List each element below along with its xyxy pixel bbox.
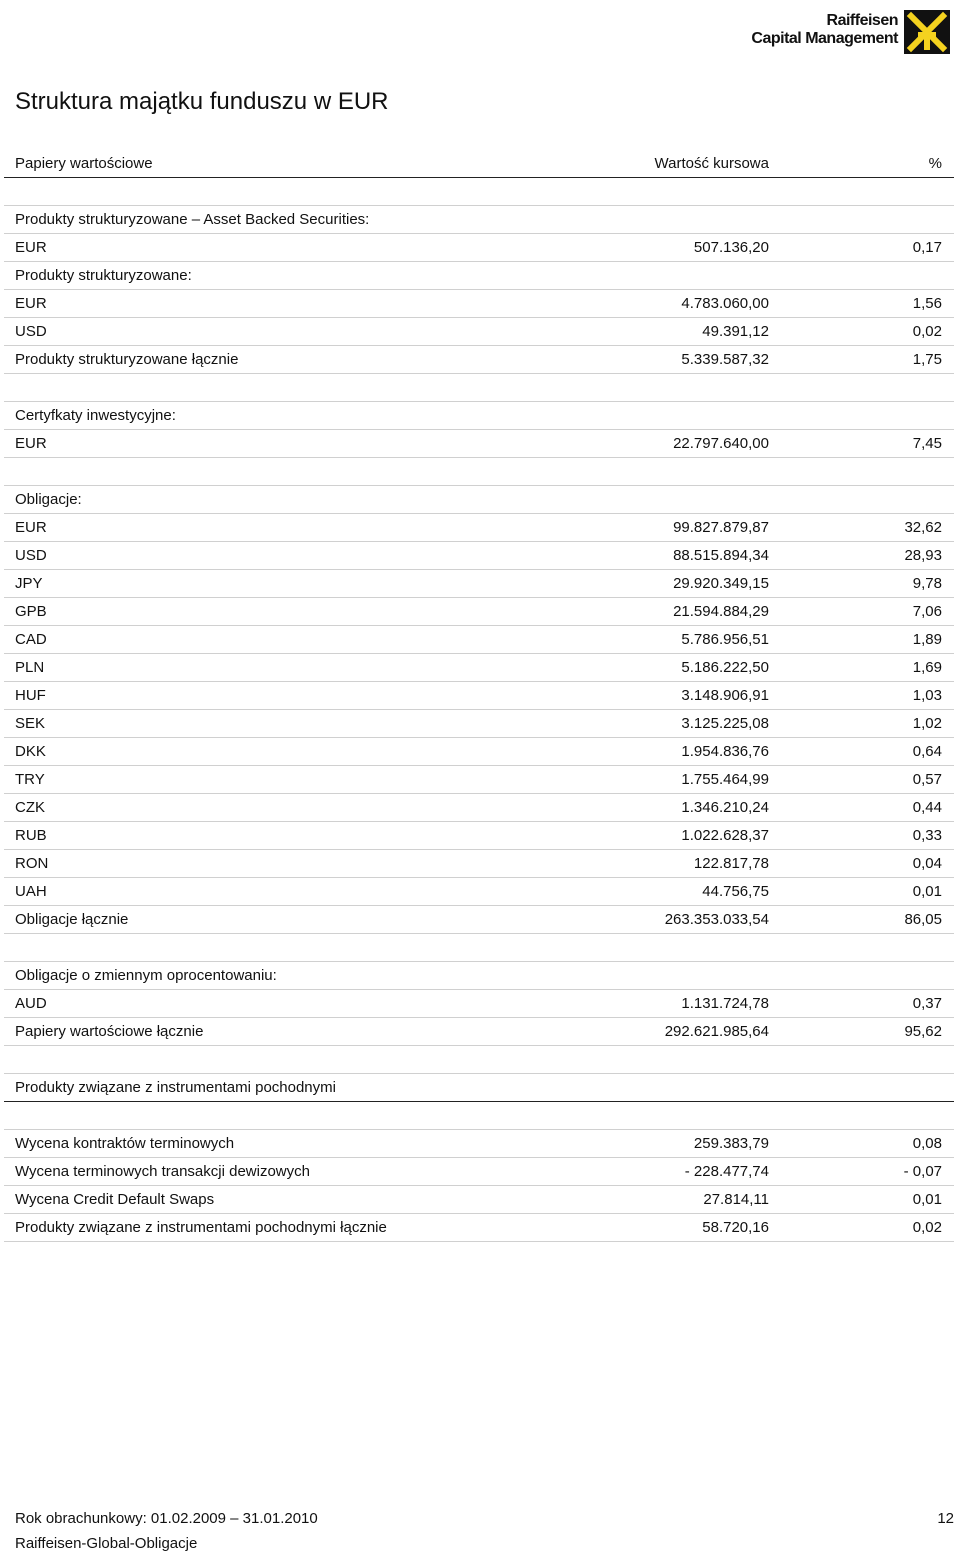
row-percent: 0,02 (912, 323, 942, 340)
section-heading: Certyfkaty inwestycyjne: (15, 407, 176, 424)
row-label: CAD (15, 631, 47, 648)
row-label: RUB (15, 827, 47, 844)
table-row (4, 598, 954, 626)
row-market-value: 263.353.033,54 (664, 911, 769, 928)
table-row (4, 570, 954, 598)
row-percent: 7,45 (912, 435, 942, 452)
table-row (4, 822, 954, 850)
row-market-value: 3.148.906,91 (681, 687, 769, 704)
row-market-value: 1.346.210,24 (681, 799, 769, 816)
row-market-value: 99.827.879,87 (673, 519, 769, 536)
row-percent: 9,78 (912, 575, 942, 592)
table-row (4, 654, 954, 682)
row-label: EUR (15, 295, 47, 312)
table-row (4, 290, 954, 318)
row-percent: 0,17 (912, 239, 942, 256)
table-row (4, 430, 954, 458)
table-header (4, 150, 954, 178)
row-label: Wycena kontraktów terminowych (15, 1135, 235, 1152)
table-row (4, 766, 954, 794)
row-label: Wycena terminowych transakcji dewizowych (15, 1163, 310, 1180)
section-heading: Obligacje o zmiennym oprocentowaniu: (15, 967, 277, 984)
company-logo (736, 10, 950, 54)
row-percent: 95,62 (904, 1023, 942, 1040)
row-percent: 0,01 (912, 883, 942, 900)
row-percent: 0,04 (912, 855, 942, 872)
header-market-value: Wartość kursowa (654, 155, 769, 172)
row-percent: 0,44 (912, 799, 942, 816)
table-body (4, 178, 954, 1242)
row-label: GPB (15, 603, 47, 620)
spacer-row (4, 458, 954, 486)
table-row (4, 1158, 954, 1186)
row-percent: - 0,07 (903, 1163, 942, 1180)
row-market-value: 1.131.724,78 (681, 995, 769, 1012)
row-market-value: 21.594.884,29 (673, 603, 769, 620)
logo-line-1: Raiffeisen (826, 12, 898, 29)
row-percent: 0,08 (912, 1135, 942, 1152)
header-securities: Papiery wartościowe (15, 155, 153, 172)
row-percent: 1,75 (912, 351, 942, 368)
row-market-value: 5.186.222,50 (681, 659, 769, 676)
table-row (4, 738, 954, 766)
row-market-value: 5.786.956,51 (681, 631, 769, 648)
row-percent: 0,64 (912, 743, 942, 760)
table-row (4, 318, 954, 346)
row-market-value: 122.817,78 (693, 855, 769, 872)
spacer-row (4, 1046, 954, 1074)
row-label: Papiery wartościowe łącznie (15, 1023, 204, 1040)
row-percent: 1,02 (912, 715, 942, 732)
table-row (4, 626, 954, 654)
row-label: Obligacje łącznie (15, 911, 129, 928)
table-row (4, 682, 954, 710)
asset-structure-table (4, 150, 954, 1242)
table-row (4, 1130, 954, 1158)
section-heading-row (4, 206, 954, 234)
section-heading-row (4, 262, 954, 290)
row-label: PLN (15, 659, 45, 676)
section-heading: Produkty związane z instrumentami pochodnymi (15, 1079, 336, 1096)
table-row (4, 850, 954, 878)
row-label: UAH (15, 883, 47, 900)
section-heading: Produkty strukturyzowane – Asset Backed Securities: (15, 211, 370, 228)
row-label: EUR (15, 239, 47, 256)
row-label: RON (15, 855, 49, 872)
section-heading: Produkty strukturyzowane: (15, 267, 192, 284)
table-row (4, 234, 954, 262)
row-percent: 1,56 (912, 295, 942, 312)
table-row (4, 1186, 954, 1214)
row-market-value: 4.783.060,00 (681, 295, 769, 312)
row-market-value: 3.125.225,08 (681, 715, 769, 732)
section-heading: Obligacje: (15, 491, 82, 508)
row-market-value: 29.920.349,15 (673, 575, 769, 592)
row-market-value: 259.383,79 (693, 1135, 769, 1152)
row-label: JPY (15, 575, 43, 592)
row-market-value: 49.391,12 (702, 323, 769, 340)
row-percent: 0,37 (912, 995, 942, 1012)
section-heading-row (4, 402, 954, 430)
row-percent: 0,57 (912, 771, 942, 788)
row-label: Wycena Credit Default Swaps (15, 1191, 215, 1208)
row-market-value: 58.720,16 (702, 1219, 769, 1236)
header-percent: % (928, 155, 942, 172)
section-heading-row (4, 486, 954, 514)
raiffeisen-gable-cross-icon (904, 10, 950, 54)
fiscal-year: Rok obrachunkowy: 01.02.2009 – 31.01.2010 (15, 1510, 318, 1527)
logo-line-2: Capital Management (751, 30, 898, 47)
spacer-row (4, 178, 954, 206)
row-percent: 1,89 (912, 631, 942, 648)
row-percent: 28,93 (904, 547, 942, 564)
spacer-row (4, 374, 954, 402)
row-percent: 86,05 (904, 911, 942, 928)
table-row (4, 514, 954, 542)
row-percent: 7,06 (912, 603, 942, 620)
row-percent: 0,33 (912, 827, 942, 844)
row-market-value: 5.339.587,32 (681, 351, 769, 368)
fund-name: Raiffeisen-Global-Obligacje (15, 1535, 198, 1552)
section-heading-row (4, 1074, 954, 1102)
row-market-value: 27.814,11 (703, 1191, 769, 1208)
row-market-value: 1.954.836,76 (681, 743, 769, 760)
row-market-value: 1.022.628,37 (681, 827, 769, 844)
row-label: AUD (15, 995, 47, 1012)
spacer-row (4, 934, 954, 962)
row-market-value: 22.797.640,00 (673, 435, 769, 452)
table-row (4, 710, 954, 738)
row-market-value: 1.755.464,99 (681, 771, 769, 788)
row-market-value: 507.136,20 (693, 239, 769, 256)
row-percent: 0,02 (912, 1219, 942, 1236)
row-percent: 0,01 (912, 1191, 942, 1208)
spacer-row (4, 1102, 954, 1130)
row-label: TRY (15, 771, 45, 788)
page-number: 12 (937, 1510, 954, 1527)
row-label: EUR (15, 519, 47, 536)
row-label: CZK (15, 799, 45, 816)
table-row (4, 906, 954, 934)
section-heading-row (4, 962, 954, 990)
row-percent: 32,62 (904, 519, 942, 536)
row-label: HUF (15, 687, 46, 704)
row-label: Produkty strukturyzowane łącznie (15, 351, 239, 368)
page-title: Struktura majątku funduszu w EUR (15, 88, 389, 115)
row-percent: 1,03 (912, 687, 942, 704)
row-market-value: 44.756,75 (702, 883, 769, 900)
table-row (4, 542, 954, 570)
row-label: DKK (15, 743, 46, 760)
table-row (4, 794, 954, 822)
table-row (4, 878, 954, 906)
row-label: SEK (15, 715, 46, 732)
table-row (4, 990, 954, 1018)
row-market-value: 88.515.894,34 (673, 547, 769, 564)
table-row (4, 1018, 954, 1046)
row-market-value: - 228.477,74 (684, 1163, 769, 1180)
table-row (4, 346, 954, 374)
row-percent: 1,69 (912, 659, 942, 676)
row-market-value: 292.621.985,64 (664, 1023, 769, 1040)
row-label: USD (15, 547, 47, 564)
row-label: USD (15, 323, 47, 340)
row-label: Produkty związane z instrumentami pochodnymi łącznie (15, 1219, 387, 1236)
table-row (4, 1214, 954, 1242)
row-label: EUR (15, 435, 47, 452)
